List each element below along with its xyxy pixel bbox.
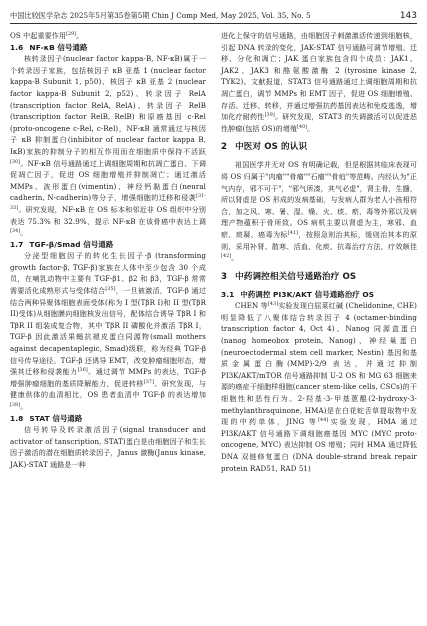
section-heading-1-7: 1.7 TGF-β/Smad 信号通路 <box>10 239 114 249</box>
paragraph: OS 中起重要作用[29]。 <box>10 31 84 40</box>
right-column <box>221 30 417 474</box>
paragraph: 祖国医学并无对 OS 有明确记载，但是根据其临床表现可将 OS 归属于"肉瘤""骨瘤""石瘤""骨疽"等范畴。内经认为"正气内存，邪不可干"，"邪气所凑，其气必虚"，肾主骨，生髓，所以肾虚是 OS 形成的发病基础，与发病人群为老人小孩相符合，加之风、寒、暑、湿、燥、火、痰、瘀、毒等外邪以及病理产物蕴积于骨所致。OS 病机主要以肾虚为主，寒邪、血瘀、痰凝、癌毒为标[41]，按照急则治其标，缓则治其本的原则，采用补肾、散寒、活血、化痰、抗毒治疗方法，疗效颇佳[42]。 <box>221 160 417 263</box>
paragraph: 核转录因子(nuclear factor kappa-B, NF-κB)属于一个转录因子家族，包括核因子 κB 亚基 1 (nuclear factor kappa-B Subunit 1, p50)、核因子 κB 亚基 2 (nuclear factor kappa-B Subunit 2, p52)、转录因子 RelA (transcription factor RelA, RelA)、转录因子 RelB (transcription factor RelB, RelB) 和原癌基因 c-Rel (proto-oncogene c-Rel, c-Rel)，NF-κB 通常通过与核因子 κB 抑制蛋白(inhibitor of nuclear factor kappa B, IκB)家族的抑制分子的相互作用而在细胞质中保持不活跃[30]。NF-κB 信号通路通过上调细胞周期和抗凋亡蛋白、下调促凋亡因子，促进 OS 细胞增殖并抑制凋亡；通过激活 MMPs、波形蛋白(vimentin)、神经钙黏蛋白(neural cadherin, N-cadherin)等分子，增强细胞的迁移和侵袭[31-33]。研究发现，NF-κB 在 OS 标本和邻近非 OS 组织中分别表达 75.3% 和 32.9%，提示 NF-κB 在该骨癌中表达上调[34]。 <box>10 54 206 238</box>
paragraph: 分泌型细胞因子的转化生长因子-β (transforming growth factor-β, TGF-β)家族在人体中至少包含 30 个成员，在哺乳动物中主要有 TGF-β1、β2 和 β3，TGF-β 常常需要活化成熟形式与受体结合[35]，一旦被激活，TGF-β 通过结合两种异聚体细胞表面受体(称为 I 型(TβR I)和 II 型(TβR II)受体)从细胞膜向细胞核发出信号，配体结合诱导 TβR I 和 TβR II 组装成复合物，其中 TβR II 磷酸化并激活 TβR I，TGF-β 因此激活果蝇抗褪皮蛋白同源物(small mothers against decapentaplegic, Smad)级联，称为经典 TGF-β 信号传导途径。TGF-β 还诱导 EMT，改变肿瘤细胞形态，增强其迁移和侵袭能力[36]。通过调节 MMPs 的表达，TGF-β 增强肿瘤细胞的基质降解能力，促进转移[37]。研究发现，与健康供体的血清相比，OS 患者血清中 TGF-β 的表达增加[38]。 <box>10 251 207 411</box>
section-heading-1-8: 1.8 STAT 信号通路 <box>10 413 83 423</box>
section-heading-1-6: 1.6 NF-κB 信号通路 <box>10 42 88 52</box>
left-column <box>10 30 206 471</box>
paragraph: 信号转导及转录激活因子(signal transducer and activator of tanscription, STAT)蛋白是由细胞因子和生长因子激活的潜在细胞质转录因子，Janus 激酶(Janus kinase, JAK)-STAT 通路是一种 <box>10 425 206 469</box>
section-heading-3-1: 3.1 中药调控 PI3K/AKT 信号通路治疗 OS <box>221 289 375 299</box>
page-number: 143 <box>399 11 417 21</box>
journal-citation: 中国比较医学杂志 2025年5月第35卷第5期 Chin J Comp Med, May 2025, Vol. 35, No. 5 <box>10 11 311 20</box>
section-heading-3: 3 中药调控相关信号通路治疗 OS <box>221 271 357 282</box>
paragraph: CHEN 等[43]实验发现白屈菜红碱 (Chelidonine, CHE) 明显降低了八聚体结合转录因子 4 (octamer-binding transcription factor 4, Oct 4)、Nanog 同源盒蛋白 (nanog homeobox protein, Nanog)、神经巢蛋白 (neuroectodermal stem cell marker, Nestin) 基因和基质金属蛋白酶(MMP)-2/9 表达，并通过抑制 PI3K/AKT/mTOR 信号通路抑制 U-2 OS 和 MG 63 细胞来源的癌症干细胞样细胞(cancer stem-like cells, CSCs)的干细胞性和恶性行为。2-羟基-3-甲基蒽醌(2-hydroxy-3-methylanthraquinone, HMA)是在白花蛇舌草提取物中发现的中药单体，JING 等[44]实验发现，HMA 通过 PI3K/AKT 信号通路下调细胞癌基因 MYC (MYC proto-oncogene, MYC) 表达抑制 OS 增殖；同时 HMA 通过降低 DNA 双链修复蛋白 (DNA double-strand break repair protein RAD51, RAD 51) <box>221 301 417 473</box>
running-header <box>10 8 417 24</box>
paragraph: 进化上保守的信号通路，由细胞因子刺激激活传递到细胞核，引起 DNA 转录的变化，JAK-STAT 信号通路可调节增殖、迁移、分化和凋亡；JAK 蛋白家族包含四个成员：JAK1、JAK2、JAK3 和酪氨酸激酶 2 (tyrosine kinase 2, TYK2)。文献报道，STAT3 信号通路通过上调细胞周期和抗凋亡蛋白，调节 MMPs 和 EMT 因子，促进 OS 细胞增殖、存活、迁移、转移，并通过增强抗药基因表达和免疫逃逸，增加化疗耐药性[39]。研究发现，STAT3 的失调激活可以促进恶性肿瘤(包括 OS)的增殖[40]。 <box>221 31 417 133</box>
section-heading-2: 2 中医对 OS 的认识 <box>221 142 308 153</box>
